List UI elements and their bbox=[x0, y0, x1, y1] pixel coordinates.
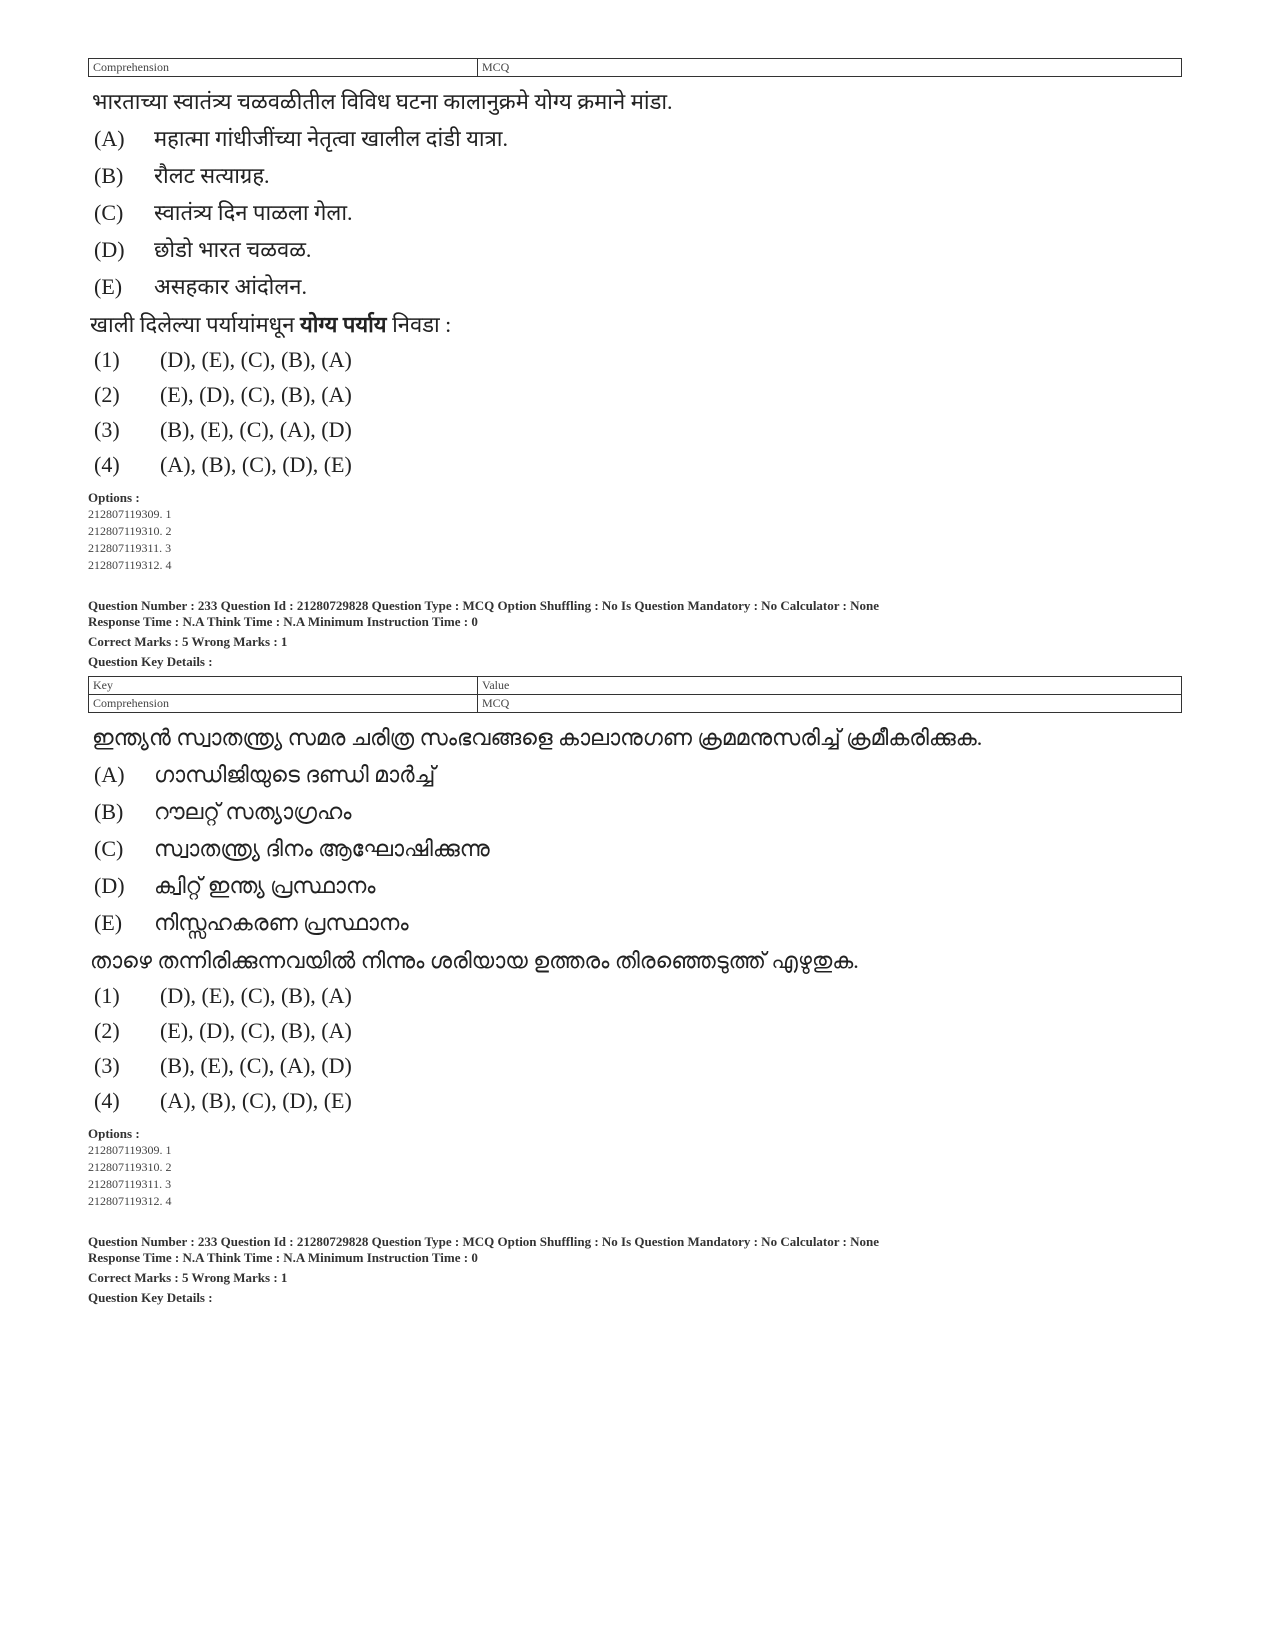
statement-label: (D) bbox=[94, 237, 125, 262]
statement-label: (C) bbox=[94, 836, 124, 861]
answer-2 bbox=[94, 380, 1188, 410]
statement-e bbox=[94, 272, 1188, 302]
statement-label: (B) bbox=[94, 799, 124, 824]
statement-text: असहकार आंदोलन. bbox=[154, 274, 307, 299]
statement-b bbox=[94, 797, 1188, 827]
answer-3 bbox=[94, 1051, 1188, 1081]
answer-2 bbox=[94, 1016, 1188, 1046]
statement-d bbox=[94, 235, 1188, 265]
statement-label: (A) bbox=[94, 126, 125, 151]
table-header-key: Key bbox=[89, 677, 478, 695]
statement-label: (C) bbox=[94, 200, 124, 225]
answer-text: (E), (D), (C), (B), (A) bbox=[160, 1018, 352, 1043]
option-id: 212807119312. 4 bbox=[88, 1194, 172, 1208]
table-cell-key: Comprehension bbox=[89, 695, 478, 713]
answer-text: (E), (D), (C), (B), (A) bbox=[160, 382, 352, 407]
answer-text: (D), (E), (C), (B), (A) bbox=[160, 983, 352, 1008]
answer-text: (D), (E), (C), (B), (A) bbox=[160, 347, 352, 372]
question-text: भारताच्या स्वातंत्र्य चळवळीतील विविध घटना कालानुक्रमे योग्य क्रमाने मांडा. bbox=[92, 89, 673, 114]
question-1 bbox=[88, 87, 1188, 574]
statement-a bbox=[94, 760, 1188, 790]
option-id: 212807119311. 3 bbox=[88, 541, 172, 555]
statement-label: (A) bbox=[94, 762, 125, 787]
marks-line: Correct Marks : 5 Wrong Marks : 1 bbox=[88, 1270, 288, 1285]
option-id: 212807119312. 4 bbox=[88, 558, 172, 572]
answer-label: (1) bbox=[94, 347, 120, 372]
statement-text: छोडो भारत चळवळ. bbox=[154, 237, 312, 262]
table-cell-key: Comprehension bbox=[89, 59, 478, 77]
answer-text: (B), (E), (C), (A), (D) bbox=[160, 417, 352, 442]
table-cell-value: MCQ bbox=[478, 59, 1182, 77]
choose-prefix: खाली दिलेल्या पर्यायांमधून bbox=[90, 312, 295, 337]
meta-line: Response Time : N.A Think Time : N.A Minimum Instruction Time : 0 bbox=[88, 614, 478, 629]
statement-text: महात्मा गांधीजींच्या नेतृत्वा खालील दांडी यात्रा. bbox=[154, 126, 508, 151]
option-id: 212807119309. 1 bbox=[88, 1143, 172, 1157]
statement-text: സ്വാതന്ത്ര്യ ദിനം ആഘോഷിക്കുന്നു bbox=[154, 836, 490, 861]
answer-text: (A), (B), (C), (D), (E) bbox=[160, 452, 352, 477]
choose-bold: योग्य पर्याय bbox=[299, 312, 387, 337]
statement-b bbox=[94, 161, 1188, 191]
meta-line: Question Number : 233 Question Id : 21280729828 Question Type : MCQ Option Shuffling : No Is Question Mandatory : No Calculator : None bbox=[88, 598, 880, 613]
question-text: ഇന്ത്യൻ സ്വാതന്ത്ര്യ സമര ചരിത്ര സംഭവങ്ങളെ കാലാനുഗണ ക്രമമനുസരിച്ച് ക്രമീകരിക്കുക. bbox=[92, 725, 983, 750]
statement-label: (B) bbox=[94, 163, 124, 188]
answer-text: (B), (E), (C), (A), (D) bbox=[160, 1053, 352, 1078]
key-table bbox=[88, 676, 1182, 713]
option-id: 212807119309. 1 bbox=[88, 507, 172, 521]
marks-line: Correct Marks : 5 Wrong Marks : 1 bbox=[88, 634, 288, 649]
answer-label: (4) bbox=[94, 452, 120, 477]
table-header-value: Value bbox=[478, 677, 1182, 695]
answer-label: (3) bbox=[94, 417, 120, 442]
question-meta bbox=[88, 1234, 1188, 1306]
answer-label: (4) bbox=[94, 1088, 120, 1113]
option-id: 212807119310. 2 bbox=[88, 524, 172, 538]
answer-label: (2) bbox=[94, 382, 120, 407]
answer-1 bbox=[94, 345, 1188, 375]
statement-label: (E) bbox=[94, 910, 123, 935]
table-row bbox=[89, 695, 1182, 713]
statement-text: रौलट सत्याग्रह. bbox=[154, 163, 270, 188]
statement-label: (E) bbox=[94, 274, 123, 299]
table-header-row bbox=[89, 677, 1182, 695]
document-page bbox=[88, 58, 1188, 1306]
statement-c bbox=[94, 834, 1188, 864]
answer-text: (A), (B), (C), (D), (E) bbox=[160, 1088, 352, 1113]
question-2 bbox=[88, 723, 1188, 1210]
answer-3 bbox=[94, 415, 1188, 445]
answer-label: (1) bbox=[94, 983, 120, 1008]
statement-text: റൗലറ്റ് സത്യാഗ്രഹം bbox=[154, 799, 352, 824]
question-meta bbox=[88, 598, 1188, 670]
option-id: 212807119311. 3 bbox=[88, 1177, 172, 1191]
choose-instruction: താഴെ തന്നിരിക്കുന്നവയിൽ നിന്നും ശരിയായ ഉത്തരം തിരഞ്ഞെടുത്ത് എഴുതുക. bbox=[90, 948, 859, 973]
answer-label: (3) bbox=[94, 1053, 120, 1078]
meta-line: Question Number : 233 Question Id : 21280729828 Question Type : MCQ Option Shuffling : No Is Question Mandatory : No Calculator : None bbox=[88, 1234, 880, 1249]
statement-d bbox=[94, 871, 1188, 901]
choose-suffix: निवडा : bbox=[392, 312, 452, 337]
answer-4 bbox=[94, 450, 1188, 480]
statement-c bbox=[94, 198, 1188, 228]
options-heading: Options : bbox=[88, 490, 140, 505]
option-id: 212807119310. 2 bbox=[88, 1160, 172, 1174]
statement-text: ക്വിറ്റ് ഇന്ത്യ പ്രസ്ഥാനം bbox=[154, 873, 376, 898]
statement-label: (D) bbox=[94, 873, 125, 898]
answer-4 bbox=[94, 1086, 1188, 1116]
key-details-label: Question Key Details : bbox=[88, 654, 213, 669]
answer-label: (2) bbox=[94, 1018, 120, 1043]
top-key-table bbox=[88, 58, 1182, 77]
key-details-label: Question Key Details : bbox=[88, 1290, 213, 1305]
choose-instruction bbox=[90, 310, 1188, 340]
statement-a bbox=[94, 124, 1188, 154]
meta-line: Response Time : N.A Think Time : N.A Minimum Instruction Time : 0 bbox=[88, 1250, 478, 1265]
statement-e bbox=[94, 908, 1188, 938]
statement-text: ഗാന്ധിജിയുടെ ദണ്ഡി മാർച്ച് bbox=[154, 762, 436, 787]
statement-text: നിസ്സഹകരണ പ്രസ്ഥാനം bbox=[154, 910, 409, 935]
statement-text: स्वातंत्र्य दिन पाळला गेला. bbox=[154, 200, 353, 225]
options-heading: Options : bbox=[88, 1126, 140, 1141]
table-row bbox=[89, 59, 1182, 77]
table-cell-value: MCQ bbox=[478, 695, 1182, 713]
answer-1 bbox=[94, 981, 1188, 1011]
